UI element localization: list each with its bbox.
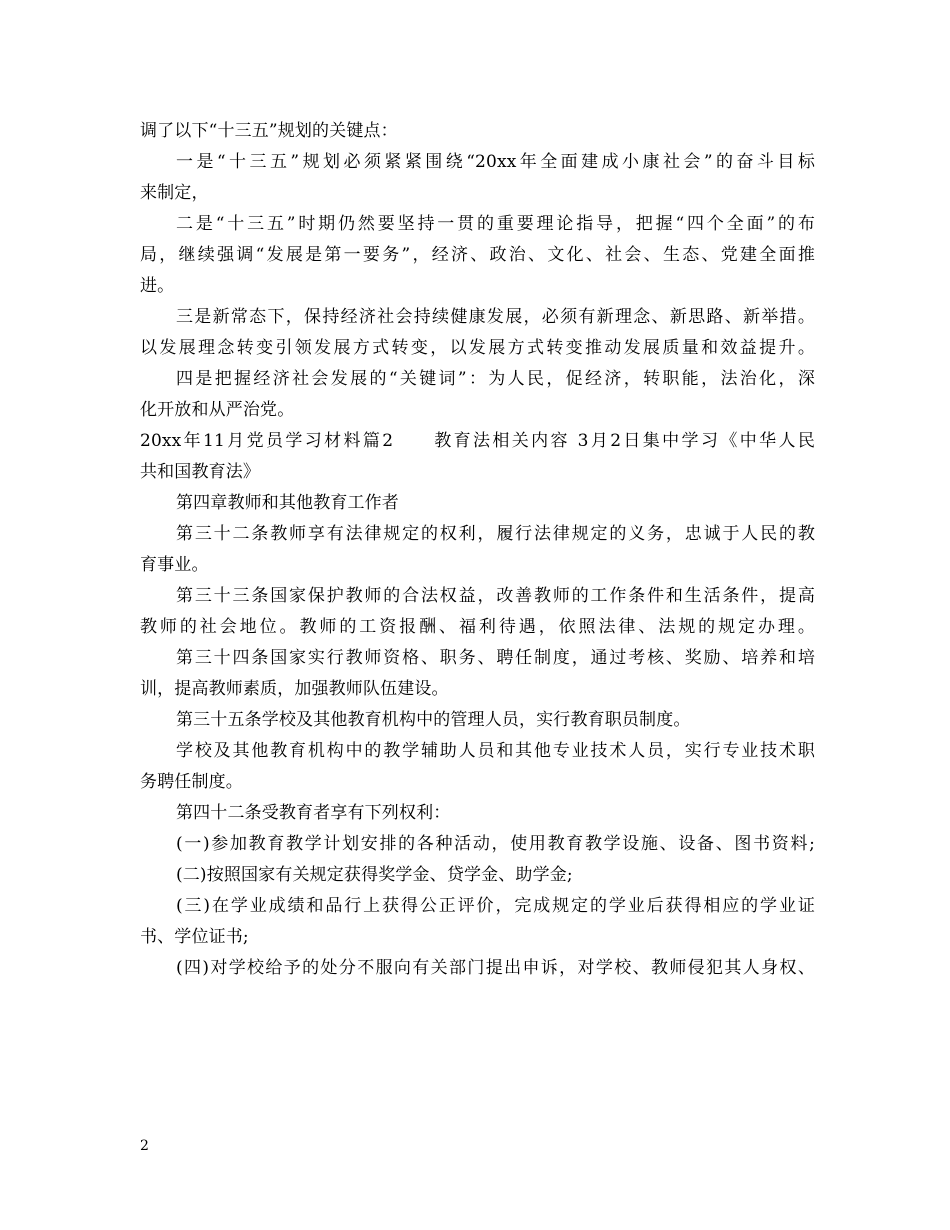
text-line: 四是把握经济社会发展的“关键词”：为人民，促经济，转职能，法治化，深 [176,369,815,389]
chapter-title: 第四章教师和其他教育工作者 [176,493,399,513]
section-heading-line: 20xx年11月党员学习材料篇2 教育法相关内容 3月2日集中学习《中华人民 [140,431,815,451]
text-line: 以发展理念转变引领发展方式转变，以发展方式转变推动发展质量和效益提升。 [140,338,815,358]
text-line: 学校及其他教育机构中的教学辅助人员和其他专业技术人员，实行专业技术职 [176,741,815,761]
text-line: 来制定， [140,183,209,203]
text-line: 训，提高教师素质，加强教师队伍建设。 [140,679,449,699]
text-line: 第三十三条国家保护教师的合法权益，改善教师的工作条件和生活条件，提高 [176,586,815,606]
text-line: 第三十四条国家实行教师资格、职务、聘任制度，通过考核、奖励、培养和培 [176,648,815,668]
list-item-line: (二)按照国家有关规定获得奖学金、贷学金、助学金; [176,865,573,885]
text-line: 务聘任制度。 [140,772,243,792]
text-line: 育事业。 [140,555,209,575]
text-line: 化开放和从严治党。 [140,400,295,420]
text-line: 教师的社会地位。教师的工资报酬、福利待遇，依照法律、法规的规定办理。 [140,617,815,637]
text-line: 局，继续强调“发展是第一要务”，经济、政治、文化、社会、生态、党建全面推 [140,245,815,265]
list-item-line: 书、学位证书; [140,927,249,947]
list-item-line: (一)参加教育教学计划安排的各种活动，使用教育教学设施、设备、图书资料; [176,834,815,854]
text-line: 二是“十三五”时期仍然要坚持一贯的重要理论指导，把握“四个全面”的布 [176,214,815,234]
text-line: 第三十五条学校及其他教育机构中的管理人员，实行教育职员制度。 [176,710,691,730]
list-item-line: (三)在学业成绩和品行上获得公正评价，完成规定的学业后获得相应的学业证 [176,896,815,916]
text-line: 三是新常态下，保持经济社会持续健康发展，必须有新理念、新思路、新举措。 [176,307,815,327]
text-line: 第四十二条受教育者享有下列权利： [176,803,451,823]
text-line: 第三十二条教师享有法律规定的权利，履行法律规定的义务，忠诚于人民的教 [176,524,815,544]
page-number: 2 [140,1138,149,1154]
text-line: 一是“十三五”规划必须紧紧围绕“20xx年全面建成小康社会”的奋斗目标 [176,152,815,172]
list-item-line: (四)对学校给予的处分不服向有关部门提出申诉，对学校、教师侵犯其人身权、 [176,958,815,978]
document-body [140,116,815,984]
text-line: 进。 [140,276,175,296]
section-heading-line: 共和国教育法》 [140,462,261,482]
text-line: 调了以下“十三五”规划的关键点： [140,121,398,141]
